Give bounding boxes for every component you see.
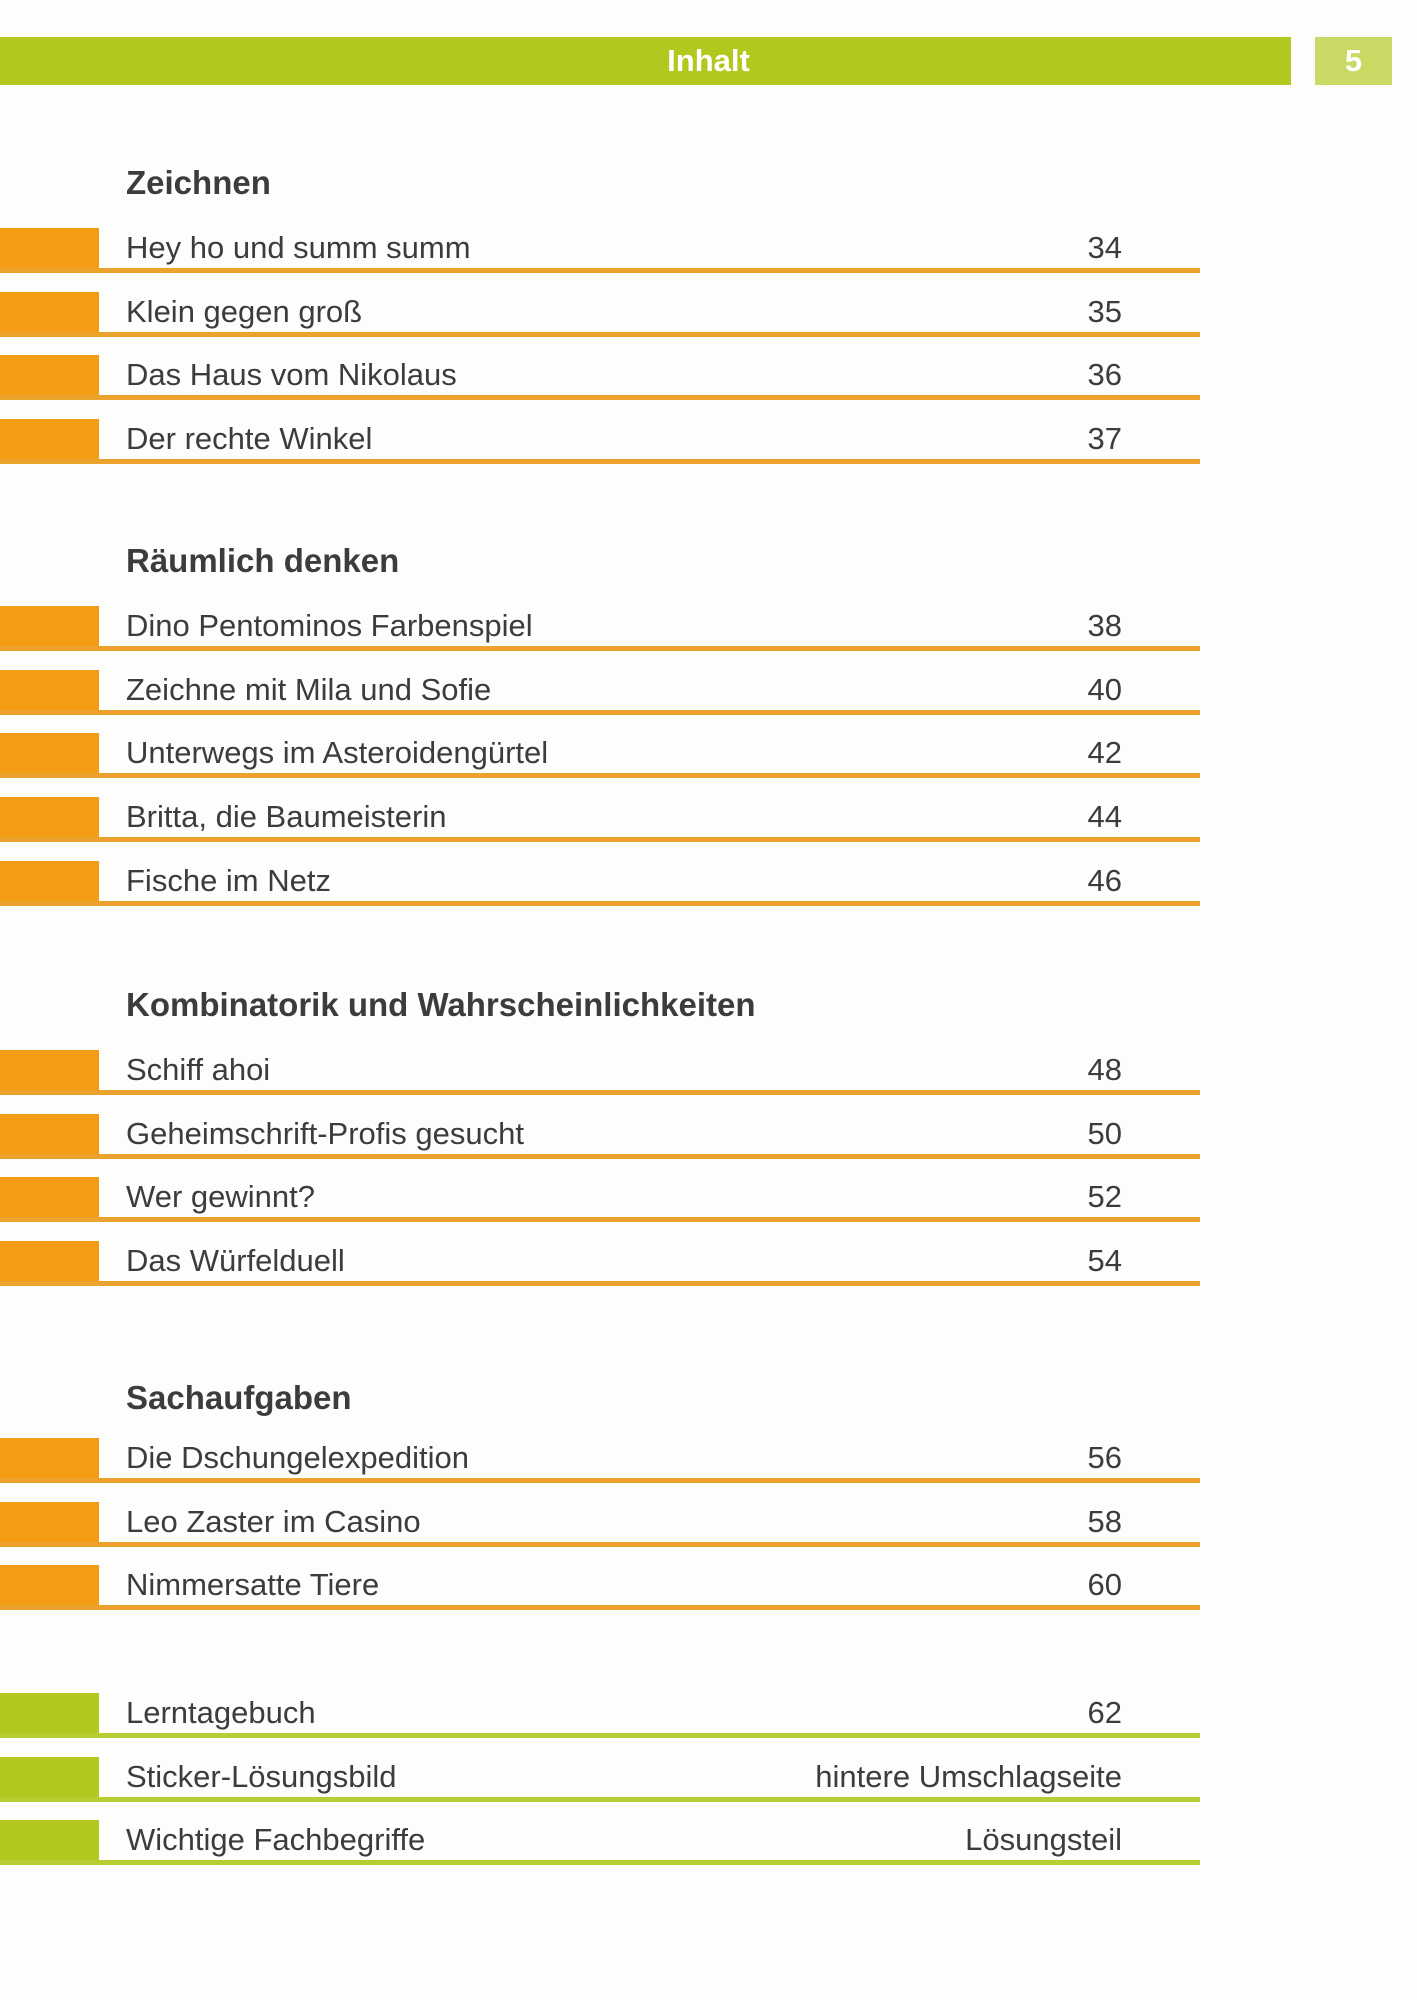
toc-row-underline (0, 1860, 1200, 1865)
toc-row-page: hintere Umschlagseite (815, 1758, 1122, 1794)
toc-row-marker (0, 1502, 99, 1542)
toc-row-page: 48 (1087, 1052, 1122, 1087)
toc-row-page: 40 (1087, 671, 1122, 707)
toc-row-page: 44 (1087, 799, 1122, 835)
toc-row-page: 52 (1087, 1179, 1122, 1215)
toc-row-title: Lerntagebuch (126, 1695, 316, 1730)
toc-row-marker (0, 1757, 99, 1797)
toc-row-page: Lösungsteil (965, 1822, 1122, 1858)
toc-row-page: 34 (1087, 230, 1122, 265)
toc-row-marker (0, 1050, 99, 1090)
toc-row-page: 38 (1087, 608, 1122, 643)
section-heading: Kombinatorik und Wahrscheinlichkeiten (126, 986, 756, 1023)
toc-row-marker (0, 1820, 99, 1860)
toc-row-marker (0, 1565, 99, 1605)
toc-row-underline (0, 1217, 1200, 1222)
toc-row-underline (0, 395, 1200, 400)
toc-row-page: 46 (1087, 862, 1122, 898)
page-number: 5 (1344, 43, 1363, 78)
toc-row-underline (0, 773, 1200, 778)
toc-row-underline (0, 1154, 1200, 1159)
toc-row-title: Wichtige Fachbegriffe (126, 1822, 426, 1858)
toc-row-underline (0, 268, 1200, 273)
toc-row-title: Hey ho und summ summ (126, 230, 471, 265)
toc-row-underline (0, 1478, 1200, 1483)
toc-row-marker (0, 861, 99, 901)
toc-row-marker (0, 1438, 99, 1478)
toc-row-page: 56 (1087, 1440, 1122, 1475)
toc-row-underline (0, 1797, 1200, 1802)
toc-row-title: Schiff ahoi (126, 1052, 271, 1087)
toc-row-title: Wer gewinnt? (126, 1179, 315, 1215)
toc-row-underline (0, 332, 1200, 337)
toc-row-underline (0, 1281, 1200, 1286)
toc-row-page: 42 (1087, 735, 1122, 771)
toc-row-title: Geheimschrift-Profis gesucht (126, 1115, 524, 1151)
toc-row-marker (0, 1114, 99, 1154)
toc-row-marker (0, 670, 99, 710)
toc-row-title: Nimmersatte Tiere (126, 1567, 380, 1603)
toc-row-title: Dino Pentominos Farbenspiel (126, 608, 533, 643)
toc-row-marker (0, 1177, 99, 1217)
toc-row-title: Das Haus vom Nikolaus (126, 357, 457, 393)
toc-row-title: Das Würfelduell (126, 1243, 345, 1279)
toc-row-marker (0, 292, 99, 332)
toc-row-page: 36 (1087, 357, 1122, 393)
toc-row-title: Fische im Netz (126, 862, 331, 898)
section-heading: Sachaufgaben (126, 1379, 352, 1416)
section-heading: Räumlich denken (126, 542, 400, 579)
toc-row-marker (0, 1693, 99, 1733)
toc-row-page: 35 (1087, 293, 1122, 329)
toc-row-underline (0, 837, 1200, 842)
toc-row-marker (0, 606, 99, 646)
toc-row-underline (0, 901, 1200, 906)
toc-row-marker (0, 733, 99, 773)
page-header-title: Inhalt (667, 43, 750, 78)
toc-row-title: Sticker-Lösungsbild (126, 1758, 397, 1794)
toc-row-title: Die Dschungelexpedition (126, 1440, 469, 1475)
section-heading: Zeichnen (126, 164, 271, 201)
toc-row-title: Leo Zaster im Casino (126, 1503, 421, 1539)
toc-row-underline (0, 1090, 1200, 1095)
toc-row-page: 37 (1087, 421, 1122, 457)
toc-row-marker (0, 797, 99, 837)
toc-row-title: Unterwegs im Asteroidengürtel (126, 735, 549, 771)
toc-row-page: 58 (1087, 1503, 1122, 1539)
toc-row-page: 60 (1087, 1567, 1122, 1603)
toc-row-underline (0, 1733, 1200, 1738)
toc-row-page: 62 (1087, 1695, 1122, 1730)
toc-row-page: 54 (1087, 1243, 1122, 1279)
toc-row-underline (0, 1542, 1200, 1547)
toc-row-underline (0, 459, 1200, 464)
toc-row-underline (0, 1605, 1200, 1610)
toc-row-title: Zeichne mit Mila und Sofie (126, 671, 492, 707)
toc-row-marker (0, 419, 99, 459)
toc-row-underline (0, 646, 1200, 651)
toc-row-marker (0, 1241, 99, 1281)
page-number-badge (1315, 37, 1392, 85)
toc-row-title: Der rechte Winkel (126, 421, 373, 457)
toc-row-title: Britta, die Baumeisterin (126, 799, 447, 835)
toc-row-marker (0, 355, 99, 395)
toc-row-underline (0, 710, 1200, 715)
toc-row-title: Klein gegen groß (126, 293, 363, 329)
toc-row-marker (0, 228, 99, 268)
toc-row-page: 50 (1087, 1115, 1122, 1151)
